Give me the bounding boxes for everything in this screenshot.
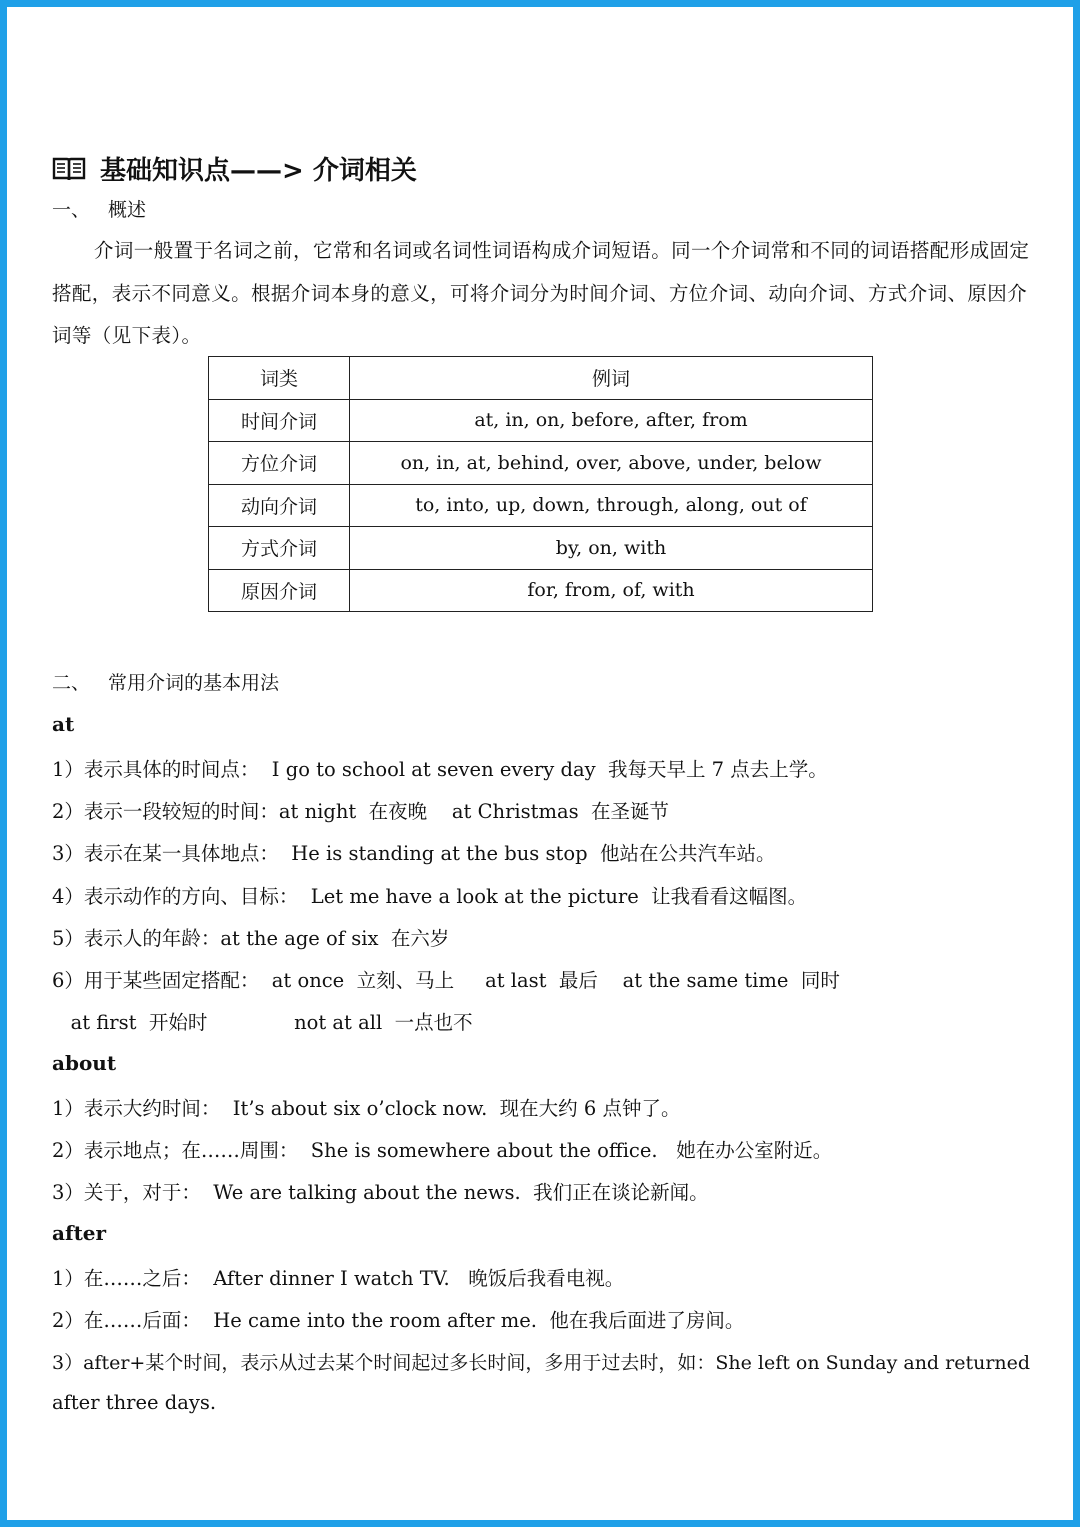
usage-line: at first 开始时 not at all 一点也不 [52,1011,473,1034]
usage-line: 3）关于，对于： We are talking about the news. 我们正在谈论新闻。 [52,1181,709,1204]
keyword-about: about [52,1051,117,1075]
table-row [209,442,873,485]
table-cell-category: 方位介词 [209,442,350,485]
table-cell-category: 原因介词 [209,569,350,612]
usage-line: 6）用于某些固定搭配： at once 立刻、马上 at last 最后 at the same time 同时 [52,969,840,992]
usage-line: 3）表示在某一具体地点： He is standing at the bus stop 他站在公共汽车站。 [52,842,776,865]
table-cell-category: 时间介词 [209,399,350,442]
table-cell-examples: at, in, on, before, after, from [350,399,873,442]
main-heading [52,150,417,187]
table-cell-examples: to, into, up, down, through, along, out of [350,484,873,527]
usage-line: 2）在……后面： He came into the room after me. 他在我后面进了房间。 [52,1309,745,1332]
usage-line: after three days. [52,1391,217,1414]
usage-line: 4）表示动作的方向、目标： Let me have a look at the picture 让我看看这幅图。 [52,885,808,908]
section-2-number: 二、 [52,672,91,694]
table-cell-examples: for, from, of, with [350,569,873,612]
table-row [209,569,873,612]
table-header-cell: 词类 [209,357,350,400]
usage-line: 1）表示具体的时间点： I go to school at seven every day 我每天早上 7 点去上学。 [52,758,828,781]
section-1-title [52,195,146,222]
section-2-title [52,668,279,695]
table-row [209,484,873,527]
overview-paragraph: 介词一般置于名词之前，它常和名词或名词性词语构成介词短语。同一个介词常和不同的词语搭配形成固定搭配，表示不同意义。根据介词本身的意义，可将介词分为时间介词、方位介词、动向介词、方式介词、原因介词等（见下表）。 [52,239,1030,347]
table-header-cell: 例词 [350,357,873,400]
section-2-label: 常用介词的基本用法 [108,672,280,694]
usage-line: 1）表示大约时间： It’s about six o’clock now. 现在大约 6 点钟了。 [52,1097,681,1120]
table-row [209,399,873,442]
usage-line: 3）after+某个时间，表示从过去某个时间起过多长时间，多用于过去时，如：She left on Sunday and returned [52,1352,1031,1374]
keyword-after: after [52,1221,107,1245]
heading-text: 基础知识点——> 介词相关 [100,156,417,186]
section-1-label: 概述 [108,199,147,221]
usage-line: 5）表示人的年龄：at the age of six 在六岁 [52,927,450,950]
table-cell-category: 动向介词 [209,484,350,527]
table-header-row [209,357,873,400]
open-book-icon [52,156,86,182]
table-cell-examples: by, on, with [350,527,873,570]
usage-line: 1）在……之后： After dinner I watch TV. 晚饭后我看电视。 [52,1267,625,1290]
usage-line: 2）表示一段较短的时间：at night 在夜晚 at Christmas 在圣诞节 [52,800,669,823]
preposition-table [208,356,873,612]
table-cell-category: 方式介词 [209,527,350,570]
section-1-number: 一、 [52,199,91,221]
table-row [209,527,873,570]
usage-line: 2）表示地点；在……周围： She is somewhere about the office. 她在办公室附近。 [52,1139,833,1162]
keyword-at: at [52,712,75,736]
table-cell-examples: on, in, at, behind, over, above, under, below [350,442,873,485]
